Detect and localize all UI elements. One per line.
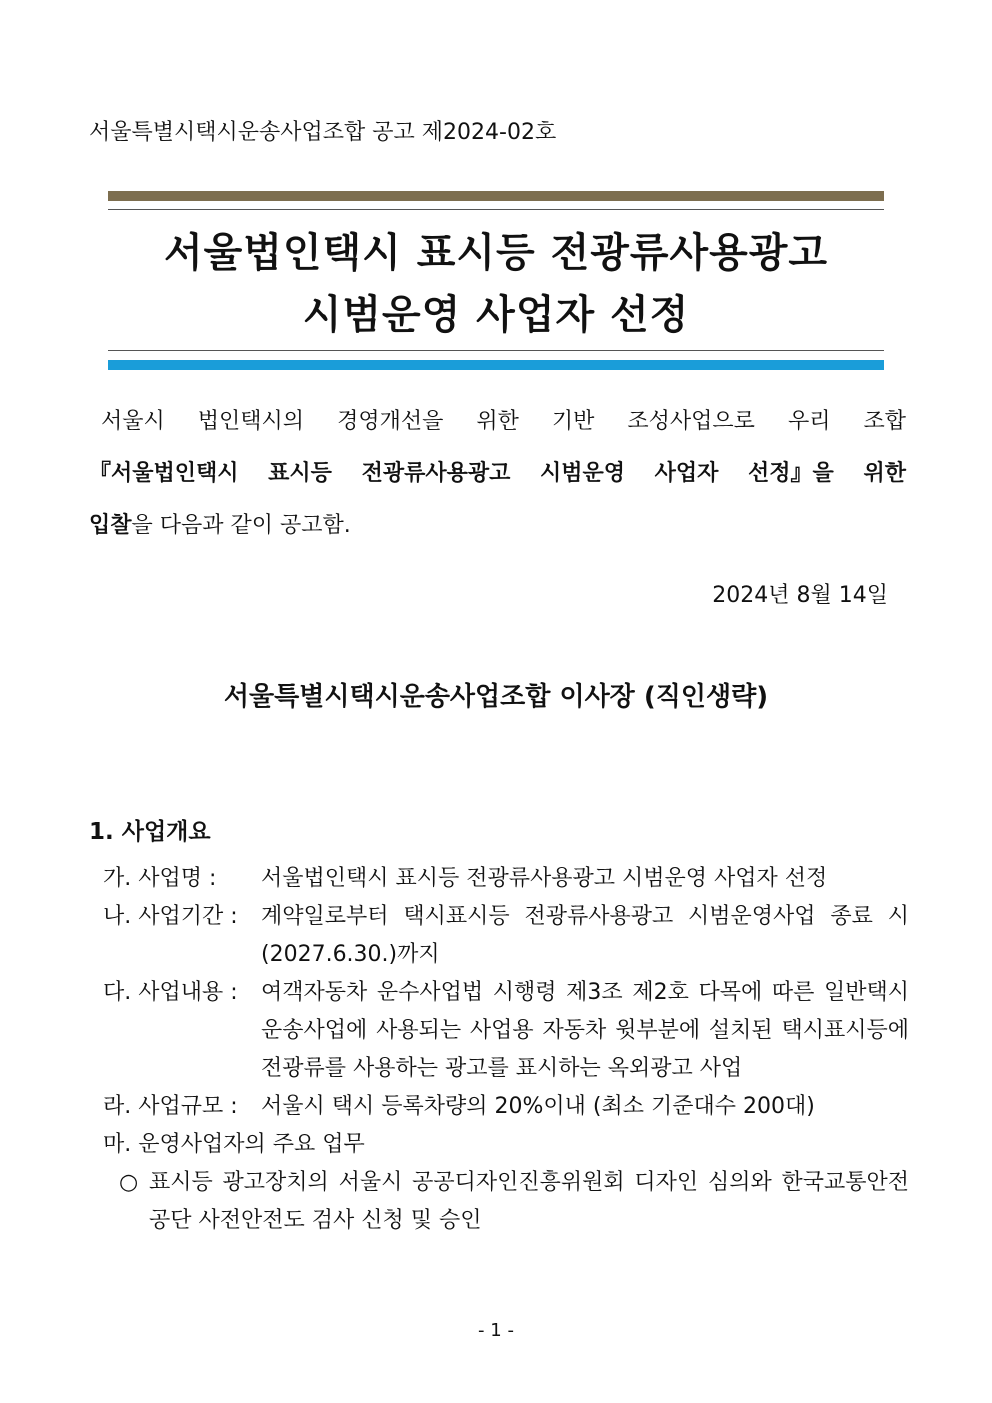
intro-line-3: 입찰 을 다음과 같이 공고함.	[89, 513, 351, 538]
circle-bullet-icon: ○	[119, 1170, 139, 1195]
overview-list	[89, 860, 909, 1240]
section-heading: 1. 사업개요	[89, 819, 211, 845]
list-item: 마. 운영사업자의 주요 업무	[103, 1132, 365, 1157]
intro-paragraph	[89, 396, 906, 552]
title-top-rule	[108, 209, 884, 210]
title-top-bar	[108, 191, 884, 201]
title-bottom-bar	[108, 360, 884, 370]
title-line-2: 시범운영 사업자 선정	[302, 292, 690, 338]
signature: 서울특별시택시운송사업조합 이사장 (직인생략)	[223, 682, 769, 712]
title-line-1: 서울법인택시 표시등 전광류사용광고	[163, 230, 829, 276]
list-item: 가. 사업명 : 서울법인택시 표시등 전광류사용광고 시범운영 사업자 선정	[103, 866, 828, 891]
list-item: 다. 사업내용 : 여객자동차 운수사업법 시행령 제3조 제2호 다목에 따른 일반택시운송사업에 사용되는 사업용 자동차 윗부분에 설치된 택시표시등에 전광류를 사용하는 광고를 표시하는 옥외광고 사업	[103, 980, 909, 1081]
intro-line-1: 서울시 법인택시의 경영개선을 위한 기반 조성사업으로 우리 조합	[101, 409, 906, 434]
intro-line-2: 『서울법인택시 표시등 전광류사용광고 시범운영 사업자 선정』을 위한	[89, 461, 906, 486]
title-bottom-rule	[108, 350, 884, 351]
page-number: - 1 -	[478, 1320, 514, 1341]
notice-number: 서울특별시택시운송사업조합 공고 제2024-02호	[89, 120, 557, 145]
bullet-item: ○ 표시등 광고장치의 서울시 공공디자인진흥위원회 디자인 심의와 한국교통안전공단 사전안전도 검사 신청 및 승인	[89, 1164, 909, 1240]
notice-date: 2024년 8월 14일	[712, 583, 888, 608]
list-item: 라. 사업규모 : 서울시 택시 등록차량의 20%이내 (최소 기준대수 200대)	[103, 1094, 815, 1119]
list-item: 나. 사업기간 : 계약일로부터 택시표시등 전광류사용광고 시범운영사업 종료 시(2027.6.30.)까지	[103, 904, 909, 967]
document-title	[108, 222, 884, 346]
